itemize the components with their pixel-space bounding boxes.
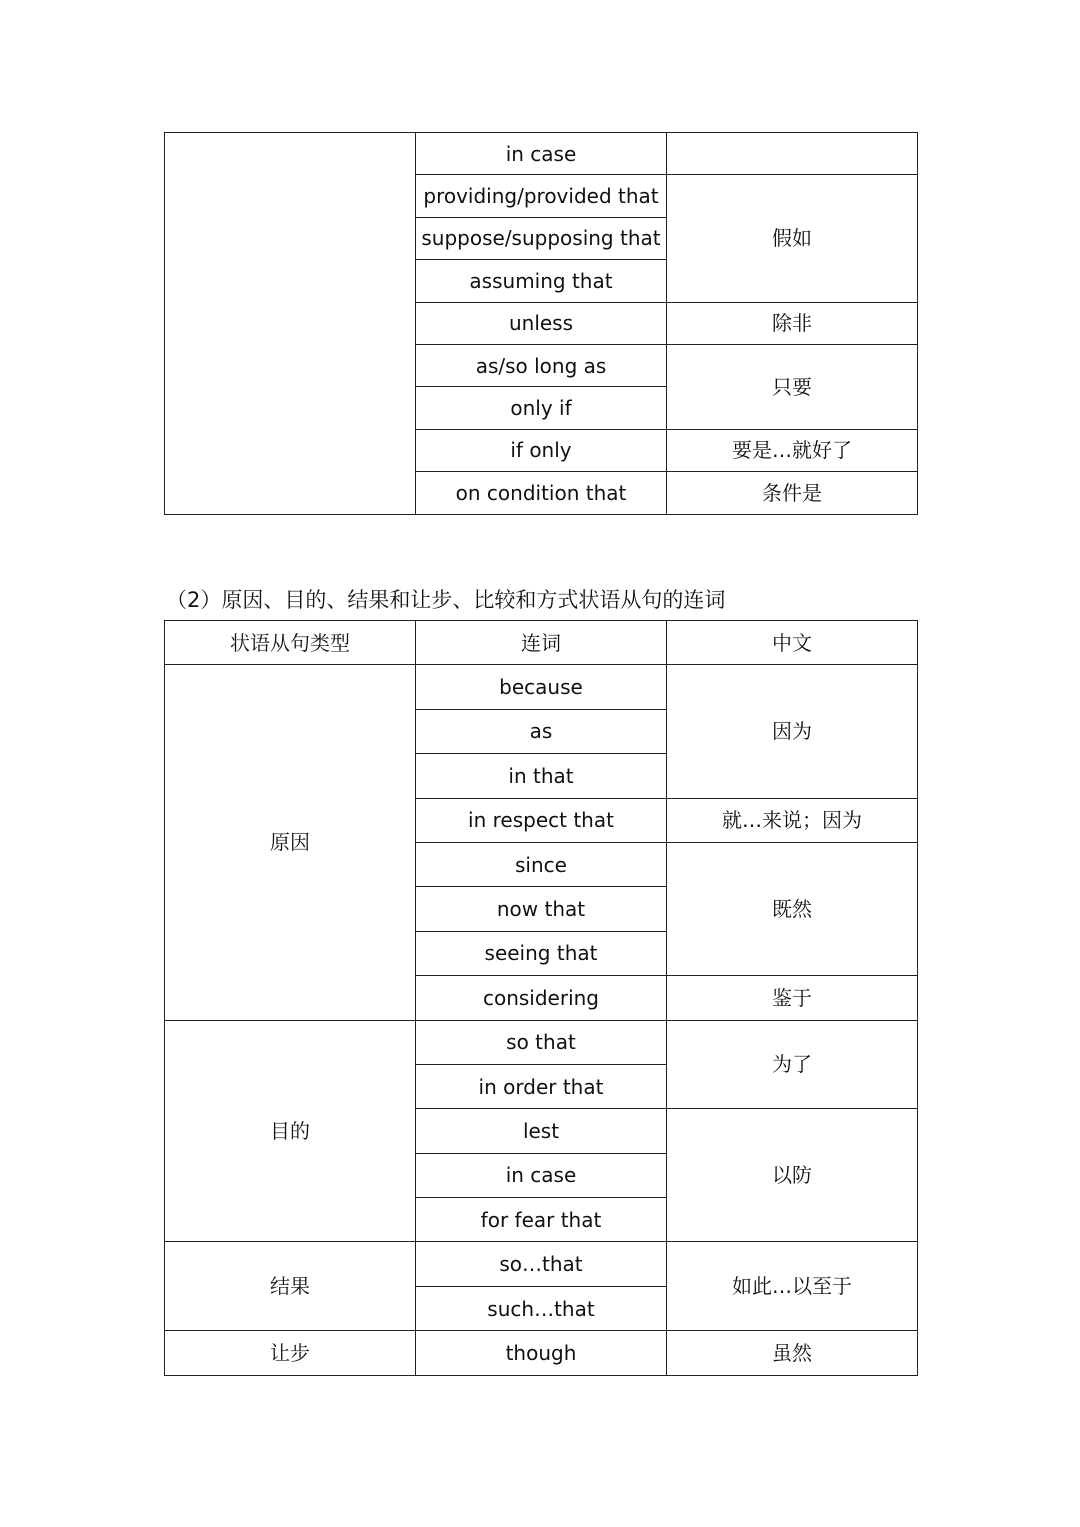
conjunction-cell: so…that: [416, 1242, 667, 1286]
meaning-cell: 假如: [667, 175, 918, 302]
conjunction-cell: on condition that: [416, 472, 667, 514]
clause-type-cell: 目的: [165, 1020, 416, 1242]
conjunction-cell: assuming that: [416, 260, 667, 302]
conjunction-cell: lest: [416, 1109, 667, 1153]
table-row: [165, 133, 918, 175]
conjunction-cell: only if: [416, 387, 667, 429]
adverbial-clause-conjunction-table: [164, 620, 918, 1376]
column-header-meaning: 中文: [667, 621, 918, 665]
conjunction-cell: unless: [416, 302, 667, 344]
conjunction-cell: as: [416, 709, 667, 753]
clause-type-cell: 原因: [165, 665, 416, 1020]
conjunction-cell: because: [416, 665, 667, 709]
meaning-cell: 要是…就好了: [667, 429, 918, 471]
conjunction-cell: in respect that: [416, 798, 667, 842]
conjunction-cell: in that: [416, 754, 667, 798]
meaning-cell: 只要: [667, 344, 918, 429]
section-heading: （2）原因、目的、结果和让步、比较和方式状语从句的连词: [166, 588, 726, 612]
meaning-cell: 如此…以至于: [667, 1242, 918, 1331]
conjunction-cell: though: [416, 1331, 667, 1375]
table-header-row: [165, 621, 918, 665]
conjunction-cell: considering: [416, 976, 667, 1020]
meaning-cell: 既然: [667, 842, 918, 975]
conjunction-cell: since: [416, 842, 667, 886]
conjunction-cell: now that: [416, 887, 667, 931]
column-header-type: 状语从句类型: [165, 621, 416, 665]
clause-type-cell: 结果: [165, 1242, 416, 1331]
meaning-cell: 就…来说；因为: [667, 798, 918, 842]
column-header-conjunction: 连词: [416, 621, 667, 665]
conjunction-cell: so that: [416, 1020, 667, 1064]
conjunction-cell: seeing that: [416, 931, 667, 975]
meaning-cell: 条件是: [667, 472, 918, 514]
conjunction-cell: as/so long as: [416, 344, 667, 386]
conjunction-cell: in case: [416, 1153, 667, 1197]
clause-type-cell: 让步: [165, 1331, 416, 1375]
conjunction-cell: in case: [416, 133, 667, 175]
meaning-cell: [667, 133, 918, 175]
meaning-cell: 除非: [667, 302, 918, 344]
table-row: [165, 1020, 918, 1064]
conditional-conjunction-table: [164, 132, 918, 515]
conjunction-cell: for fear that: [416, 1198, 667, 1242]
conjunction-cell: providing/provided that: [416, 175, 667, 217]
meaning-cell: 虽然: [667, 1331, 918, 1375]
conjunction-cell: suppose/supposing that: [416, 217, 667, 259]
meaning-cell: 鉴于: [667, 976, 918, 1020]
meaning-cell: 因为: [667, 665, 918, 798]
meaning-cell: 为了: [667, 1020, 918, 1109]
conjunction-cell: if only: [416, 429, 667, 471]
table-row: [165, 1242, 918, 1286]
conjunction-cell: in order that: [416, 1064, 667, 1108]
conjunction-cell: such…that: [416, 1286, 667, 1330]
clause-type-cell: [165, 133, 416, 515]
table-row: [165, 665, 918, 709]
table-row: [165, 1331, 918, 1375]
meaning-cell: 以防: [667, 1109, 918, 1242]
